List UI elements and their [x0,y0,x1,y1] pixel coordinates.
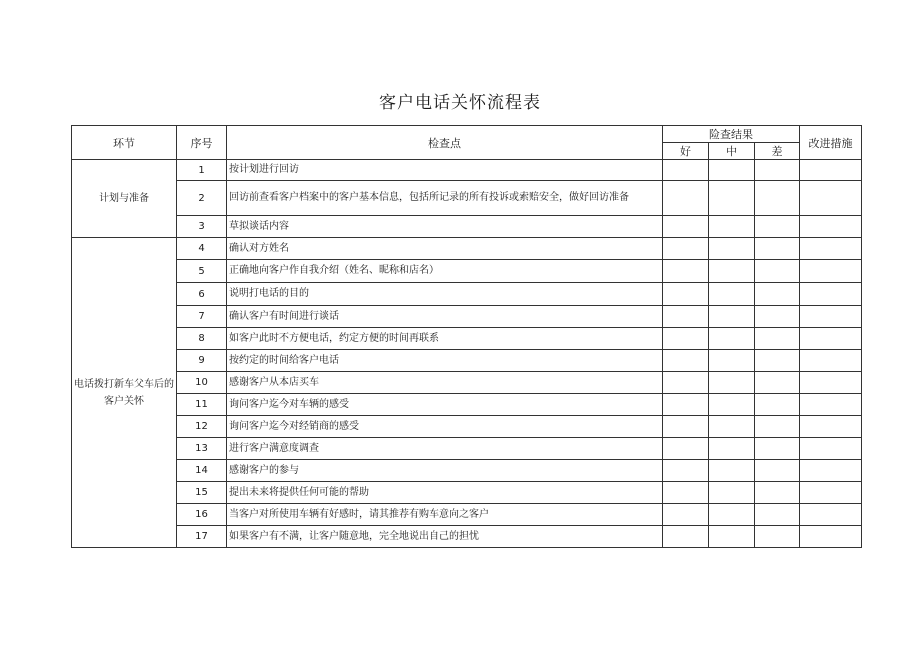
cell-poor[interactable] [755,328,800,350]
cell-medium[interactable] [709,350,755,372]
cell-good[interactable] [663,260,709,283]
care-process-table [71,125,862,548]
cell-improve[interactable] [800,394,862,416]
row-checkpoint: 说明打电话的目的 [227,283,663,306]
row-checkpoint: 如客户此时不方便电话，约定方便的时间再联系 [227,328,663,350]
cell-poor[interactable] [755,438,800,460]
cell-medium[interactable] [709,394,755,416]
cell-medium[interactable] [709,160,755,181]
row-checkpoint: 确认对方姓名 [227,238,663,260]
row-number: 7 [177,306,227,328]
cell-good[interactable] [663,216,709,238]
cell-good[interactable] [663,460,709,482]
row-number: 16 [177,504,227,526]
cell-good[interactable] [663,372,709,394]
row-checkpoint: 正确地向客户作自我介绍（姓名、昵称和店名） [227,260,663,283]
header-checkpoint: 检查点 [227,126,663,160]
section-plan: 计划与准备 [72,160,177,238]
row-checkpoint: 感谢客户从本店买车 [227,372,663,394]
cell-poor[interactable] [755,416,800,438]
header-index: 序号 [177,126,227,160]
row-number: 6 [177,283,227,306]
cell-improve[interactable] [800,504,862,526]
page-title: 客户电话关怀流程表 [379,93,541,113]
row-checkpoint: 提出未来将提供任何可能的帮助 [227,482,663,504]
cell-improve[interactable] [800,283,862,306]
cell-improve[interactable] [800,526,862,548]
cell-poor[interactable] [755,526,800,548]
cell-poor[interactable] [755,394,800,416]
cell-medium[interactable] [709,482,755,504]
row-checkpoint: 回访前查看客户档案中的客户基本信息，包括所记录的所有投诉或索赔安全，做好回访准备 [227,181,663,216]
header-result: 险查结果 [663,126,800,143]
cell-good[interactable] [663,181,709,216]
cell-good[interactable] [663,160,709,181]
cell-improve[interactable] [800,438,862,460]
row-number: 2 [177,181,227,216]
cell-medium[interactable] [709,238,755,260]
cell-good[interactable] [663,416,709,438]
cell-improve[interactable] [800,260,862,283]
cell-improve[interactable] [800,350,862,372]
cell-good[interactable] [663,482,709,504]
row-number: 5 [177,260,227,283]
header-medium: 中 [709,143,755,160]
cell-good[interactable] [663,283,709,306]
cell-improve[interactable] [800,306,862,328]
cell-improve[interactable] [800,181,862,216]
row-checkpoint: 进行客户满意度调查 [227,438,663,460]
cell-medium[interactable] [709,283,755,306]
row-checkpoint: 当客户对所使用车辆有好感时，请其推荐有购车意向之客户 [227,504,663,526]
cell-poor[interactable] [755,238,800,260]
cell-good[interactable] [663,238,709,260]
cell-improve[interactable] [800,416,862,438]
cell-good[interactable] [663,328,709,350]
row-checkpoint: 询问客户迄今对经销商的感受 [227,416,663,438]
cell-poor[interactable] [755,181,800,216]
cell-medium[interactable] [709,306,755,328]
cell-medium[interactable] [709,372,755,394]
cell-poor[interactable] [755,260,800,283]
cell-poor[interactable] [755,283,800,306]
row-checkpoint: 草拟谈话内容 [227,216,663,238]
cell-poor[interactable] [755,482,800,504]
cell-improve[interactable] [800,482,862,504]
cell-good[interactable] [663,306,709,328]
cell-poor[interactable] [755,216,800,238]
row-number: 12 [177,416,227,438]
cell-good[interactable] [663,394,709,416]
cell-improve[interactable] [800,160,862,181]
cell-good[interactable] [663,526,709,548]
cell-poor[interactable] [755,372,800,394]
cell-poor[interactable] [755,160,800,181]
cell-medium[interactable] [709,504,755,526]
row-number: 3 [177,216,227,238]
section-after-purchase: 电话拨打新车父车后的客户关怀 [72,238,177,548]
header-poor: 差 [755,143,800,160]
cell-medium[interactable] [709,181,755,216]
cell-medium[interactable] [709,526,755,548]
cell-improve[interactable] [800,328,862,350]
row-number: 8 [177,328,227,350]
cell-good[interactable] [663,438,709,460]
cell-poor[interactable] [755,460,800,482]
cell-poor[interactable] [755,306,800,328]
cell-good[interactable] [663,350,709,372]
cell-medium[interactable] [709,416,755,438]
row-checkpoint: 如果客户有不满，让客户随意地，完全地说出自己的担忧 [227,526,663,548]
row-checkpoint: 按计划进行回访 [227,160,663,181]
row-checkpoint: 确认客户有时间进行谈话 [227,306,663,328]
row-checkpoint: 询问客户迄今对车辆的感受 [227,394,663,416]
row-number: 4 [177,238,227,260]
row-checkpoint: 按约定的时间给客户电话 [227,350,663,372]
cell-improve[interactable] [800,216,862,238]
cell-improve[interactable] [800,238,862,260]
cell-poor[interactable] [755,350,800,372]
cell-good[interactable] [663,504,709,526]
cell-medium[interactable] [709,438,755,460]
row-number: 10 [177,372,227,394]
row-number: 17 [177,526,227,548]
header-improve: 改进措施 [800,126,862,160]
cell-medium[interactable] [709,328,755,350]
cell-medium[interactable] [709,216,755,238]
row-number: 13 [177,438,227,460]
header-section: 环节 [72,126,177,160]
cell-improve[interactable] [800,372,862,394]
cell-poor[interactable] [755,504,800,526]
header-good: 好 [663,143,709,160]
row-number: 11 [177,394,227,416]
cell-medium[interactable] [709,460,755,482]
row-number: 14 [177,460,227,482]
row-number: 1 [177,160,227,181]
row-number: 15 [177,482,227,504]
row-checkpoint: 感谢客户的参与 [227,460,663,482]
cell-improve[interactable] [800,460,862,482]
cell-medium[interactable] [709,260,755,283]
row-number: 9 [177,350,227,372]
